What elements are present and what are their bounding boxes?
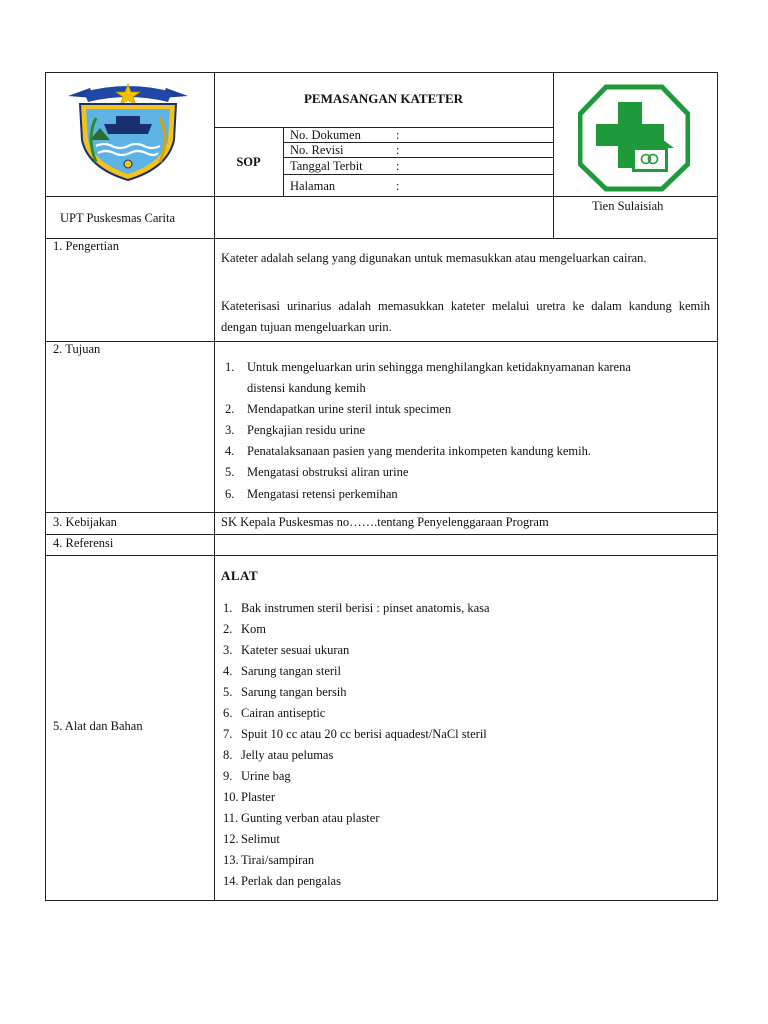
tujuan-item-text: Pengkajian residu urine bbox=[247, 423, 366, 437]
org-name: UPT Puskesmas Carita bbox=[60, 211, 176, 225]
tujuan-item-num: 4. bbox=[225, 444, 235, 458]
field-no-revisi-label: No. Revisi bbox=[290, 143, 344, 157]
alat-item-text: Kateter sesuai ukuran bbox=[241, 643, 350, 657]
alat-item-num: 14. bbox=[223, 874, 239, 888]
pengertian-paragraph-2: Kateterisasi urinarius adalah memasukkan kateter melalui uretra ke dalam kandung kemih dengan tujuan mengeluarkan urin. bbox=[221, 299, 710, 334]
alat-item-text: Bak instrumen steril berisi : pinset anatomis, kasa bbox=[241, 601, 490, 615]
field-halaman-sep: : bbox=[396, 179, 400, 193]
tujuan-item-num: 5. bbox=[225, 465, 235, 479]
alat-item-num: 11. bbox=[223, 811, 239, 825]
signatory-name: Tien Sulaisiah bbox=[592, 199, 664, 213]
tujuan-item-text-cont: distensi kandung kemih bbox=[247, 381, 366, 395]
tujuan-item-text: Untuk mengeluarkan urin sehingga menghilangkan ketidaknyamanan karena bbox=[247, 360, 631, 374]
alat-item-num: 12. bbox=[223, 832, 239, 846]
field-tanggal-terbit-sep: : bbox=[396, 159, 400, 173]
section-alat-label: 5. Alat dan Bahan bbox=[53, 719, 143, 733]
alat-item-text: Perlak dan pengalas bbox=[241, 874, 341, 888]
alat-item-text: Cairan antiseptic bbox=[241, 706, 326, 720]
section-referensi-label: 4. Referensi bbox=[53, 536, 114, 550]
kebijakan-text: SK Kepala Puskesmas no…….tentang Penyelenggaraan Program bbox=[221, 515, 549, 529]
alat-item-num: 2. bbox=[223, 622, 233, 636]
field-no-dokumen-sep: : bbox=[396, 128, 400, 142]
sop-label: SOP bbox=[236, 155, 261, 169]
alat-item-num: 10. bbox=[223, 790, 239, 804]
tujuan-item-text: Mengatasi retensi perkemihan bbox=[247, 487, 398, 501]
section-tujuan-label: 2. Tujuan bbox=[53, 342, 101, 356]
field-no-dokumen-label: No. Dokumen bbox=[290, 128, 361, 142]
alat-item-text: Plaster bbox=[241, 790, 276, 804]
sop-title: PEMASANGAN KATETER bbox=[303, 91, 464, 106]
puskesmas-logo bbox=[578, 84, 690, 192]
tujuan-item-text: Mengatasi obstruksi aliran urine bbox=[247, 465, 409, 479]
alat-item-num: 7. bbox=[223, 727, 233, 741]
alat-item-text: Selimut bbox=[241, 832, 280, 846]
alat-item-text: Gunting verban atau plaster bbox=[241, 811, 380, 825]
field-tanggal-terbit-label: Tanggal Terbit bbox=[290, 159, 363, 173]
tujuan-item-text: Penatalaksanaan pasien yang menderita inkompeten kandung kemih. bbox=[247, 444, 591, 458]
tujuan-item-num: 6. bbox=[225, 487, 235, 501]
alat-item-text: Urine bag bbox=[241, 769, 291, 783]
crest-icon bbox=[64, 82, 192, 182]
alat-item-num: 9. bbox=[223, 769, 233, 783]
alat-item-num: 6. bbox=[223, 706, 233, 720]
tujuan-item-num: 1. bbox=[225, 360, 235, 374]
section-kebijakan-label: 3. Kebijakan bbox=[53, 515, 117, 529]
alat-item-num: 1. bbox=[223, 601, 233, 615]
alat-item-num: 5. bbox=[223, 685, 233, 699]
alat-item-text: Sarung tangan steril bbox=[241, 664, 341, 678]
tujuan-item-text: Mendapatkan urine steril intuk specimen bbox=[247, 402, 452, 416]
alat-item-num: 13. bbox=[223, 853, 239, 867]
alat-item-text: Tirai/sampiran bbox=[241, 853, 315, 867]
health-cross-icon bbox=[578, 84, 690, 192]
alat-item-num: 8. bbox=[223, 748, 233, 762]
alat-heading: ALAT bbox=[221, 568, 259, 583]
alat-item-text: Sarung tangan bersih bbox=[241, 685, 347, 699]
regency-crest-logo bbox=[64, 82, 192, 182]
field-halaman-label: Halaman bbox=[290, 179, 336, 193]
pengertian-paragraph-1: Kateter adalah selang yang digunakan untuk memasukkan atau mengeluarkan cairan. bbox=[221, 251, 647, 265]
alat-item-text: Kom bbox=[241, 622, 266, 636]
field-no-revisi-sep: : bbox=[396, 143, 400, 157]
section-pengertian-label: 1. Pengertian bbox=[53, 239, 119, 253]
alat-item-text: Spuit 10 cc atau 20 cc berisi aquadest/NaCl steril bbox=[241, 727, 487, 741]
alat-item-num: 3. bbox=[223, 643, 233, 657]
alat-item-text: Jelly atau pelumas bbox=[241, 748, 334, 762]
alat-item-num: 4. bbox=[223, 664, 233, 678]
tujuan-item-num: 3. bbox=[225, 423, 235, 437]
tujuan-item-num: 2. bbox=[225, 402, 235, 416]
